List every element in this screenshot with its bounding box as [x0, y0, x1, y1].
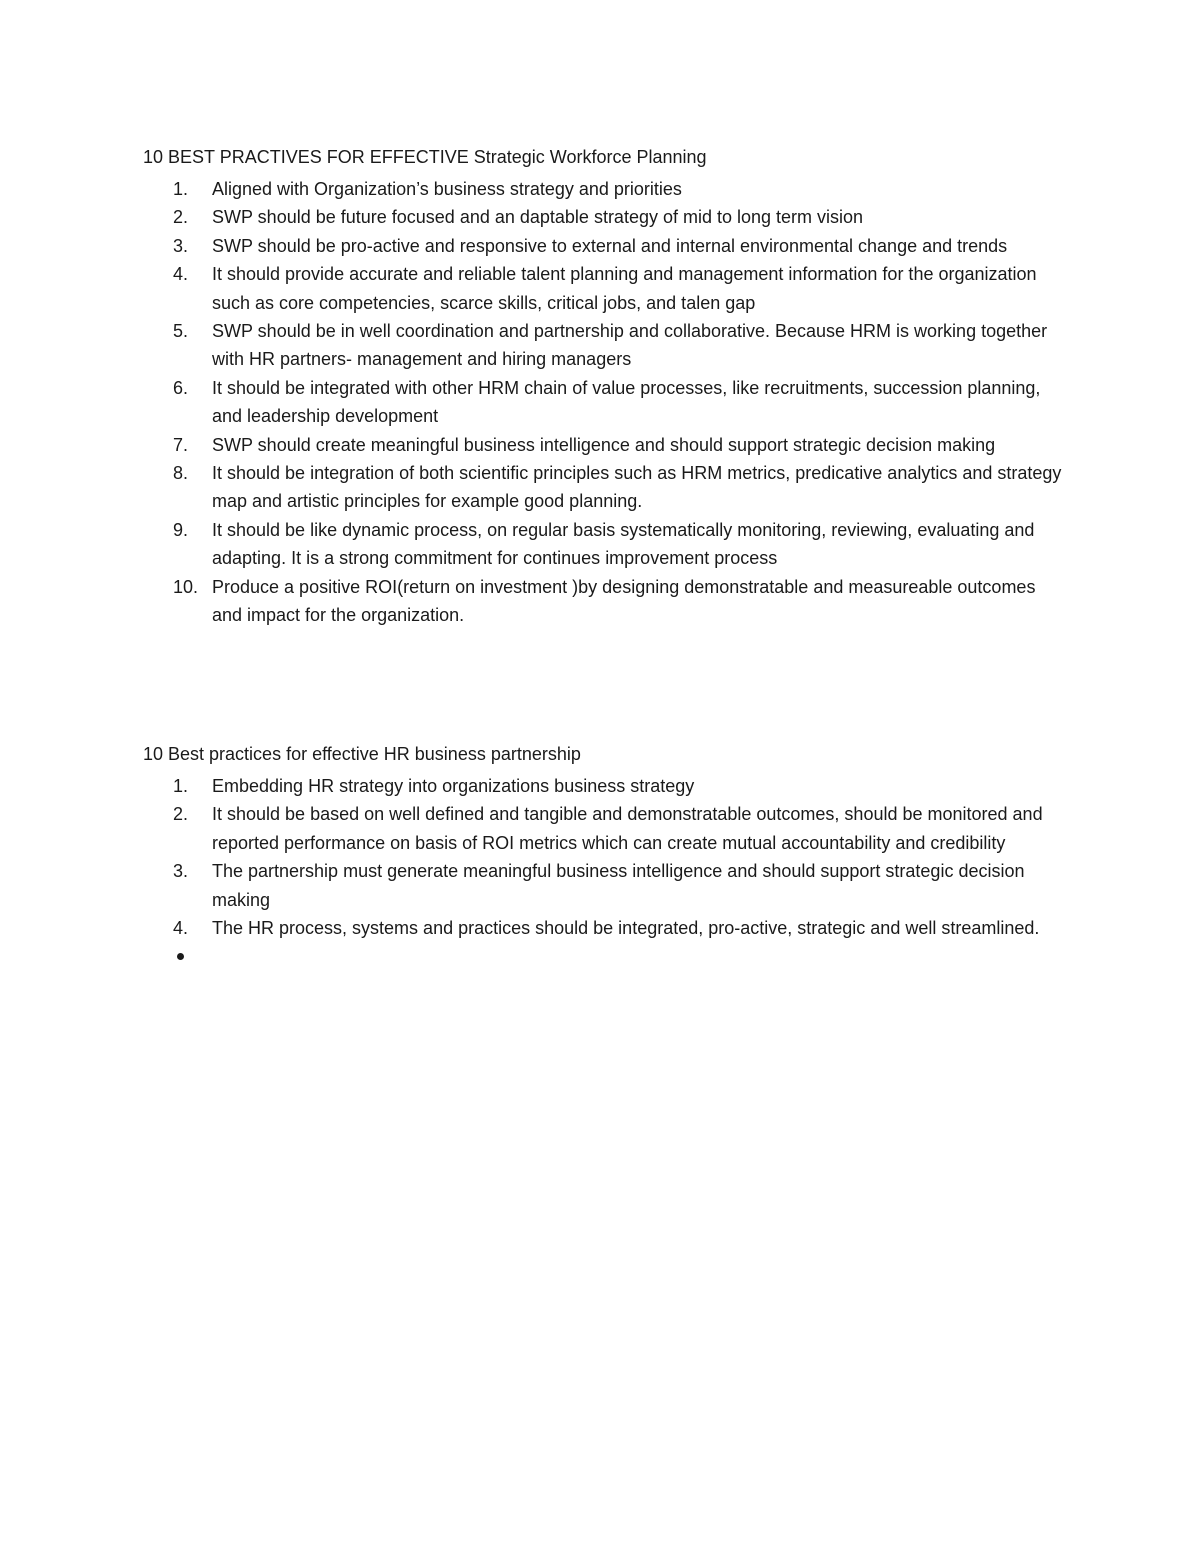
- list-item: [143, 459, 1063, 516]
- list-number: 3.: [173, 235, 189, 256]
- list-item-text: The partnership must generate meaningful business intelligence and should support strategic decision making: [212, 861, 1025, 910]
- list-item-text: It should be integrated with other HRM chain of value processes, like recruitments, succession planning, and leadership development: [212, 377, 1041, 427]
- bullet-icon: [177, 953, 184, 960]
- list-number: 6.: [173, 377, 189, 398]
- list-item-text: Aligned with Organization’s business strategy and priorities: [212, 179, 682, 199]
- list-number: 9.: [173, 519, 189, 540]
- list-item-text: The HR process, systems and practices should be integrated, pro-active, strategic and well streamlined.: [212, 918, 1040, 939]
- list-item: [143, 772, 1063, 800]
- hrbp-heading: 10 Best practices for effective HR business partnership: [143, 744, 581, 764]
- list-item: [143, 573, 1063, 630]
- list-item: [143, 431, 1063, 459]
- list-item-text: It should provide accurate and reliable talent planning and management information for the organization such as core competencies, scarce skills, critical jobs, and talen gap: [212, 264, 1037, 313]
- list-item-text: It should be like dynamic process, on regular basis systematically monitoring, reviewing, evaluating and adapting. It is a strong commitment for continues improvement process: [212, 519, 1035, 569]
- list-number: 8.: [173, 463, 189, 484]
- swp-heading: 10 BEST PRACTIVES FOR EFFECTIVE Strategic Workforce Planning: [143, 147, 707, 167]
- list-number: 7.: [173, 434, 189, 455]
- list-item: [143, 232, 1063, 260]
- empty-bullet-item: [143, 942, 1063, 970]
- list-number: 10.: [173, 576, 199, 597]
- list-number: 5.: [173, 321, 189, 342]
- list-item: [143, 260, 1063, 317]
- swp-section: [143, 143, 1063, 630]
- list-item: [143, 317, 1063, 374]
- list-number: 4.: [173, 264, 189, 285]
- hrbp-list: [143, 772, 1063, 942]
- list-item: [143, 374, 1063, 431]
- list-item-text: It should be based on well defined and tangible and demonstratable outcomes, should be monitored and reported performance on basis of ROI metrics which can create mutual accountability and credibility: [212, 804, 1043, 853]
- list-number: 2.: [173, 207, 189, 228]
- list-item: [143, 175, 1063, 203]
- list-item-text: It should be integration of both scientific principles such as HRM metrics, predicative analytics and strategy map and artistic principles for example good planning.: [212, 463, 1062, 512]
- list-item: [143, 516, 1063, 573]
- list-item: [143, 203, 1063, 231]
- list-item-text: SWP should be pro-active and responsive to external and internal environmental change and trends: [212, 235, 1008, 256]
- hrbp-section: [143, 740, 1063, 970]
- list-number: 2.: [173, 804, 189, 825]
- list-number: 1.: [173, 179, 189, 199]
- list-number: 3.: [173, 861, 189, 882]
- list-item-text: SWP should be in well coordination and partnership and collaborative. Because HRM is working together with HR partners- management and hiring managers: [212, 321, 1048, 370]
- list-item: [143, 800, 1063, 857]
- list-item: [143, 857, 1063, 914]
- list-item: [143, 914, 1063, 942]
- list-number: 1.: [173, 776, 189, 796]
- list-item-text: SWP should create meaningful business intelligence and should support strategic decision making: [212, 434, 996, 455]
- list-number: 4.: [173, 918, 189, 939]
- list-item-text: Produce a positive ROI(return on investment )by designing demonstratable and measureable outcomes and impact for the organization.: [212, 576, 1036, 626]
- list-item-text: SWP should be future focused and an daptable strategy of mid to long term vision: [212, 207, 864, 228]
- list-item-text: Embedding HR strategy into organizations business strategy: [212, 776, 695, 796]
- swp-list: [143, 175, 1063, 630]
